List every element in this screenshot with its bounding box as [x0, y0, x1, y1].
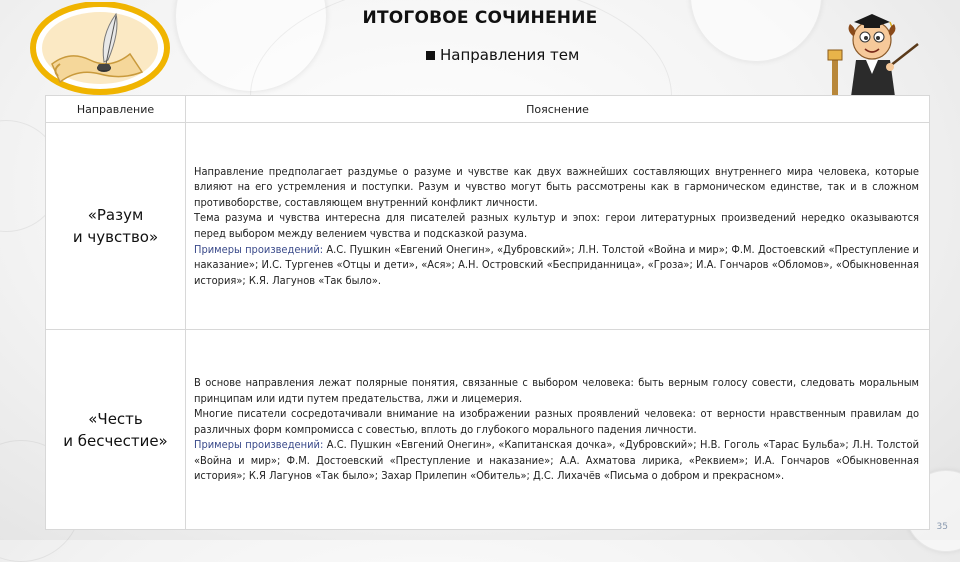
- explanation-paragraph: Многие писатели сосредотачивали внимание на изображении разных проявлений человека: от верности нравственным правилам до различных форм компромисса с совестью, вплоть до глубокого морального падения личности.: [194, 407, 919, 436]
- square-bullet-icon: [426, 51, 435, 60]
- section-subtitle-text: Направления тем: [440, 46, 580, 64]
- column-header-direction: Направление: [46, 96, 186, 123]
- examples-paragraph: [194, 437, 919, 484]
- examples-label: Примеры произведений:: [194, 438, 324, 452]
- topics-table: [45, 95, 930, 530]
- column-header-explanation: Пояснение: [186, 96, 930, 123]
- section-subtitle: [426, 46, 579, 64]
- page-number: 35: [936, 522, 948, 532]
- direction-cell: [46, 123, 186, 330]
- explanation-paragraph: Тема разума и чувства интересна для писателей разных культур и эпох: герои литературных произведений нередко оказываются перед выбором между велением чувства и подсказкой разума.: [194, 211, 919, 240]
- explanation-cell: [186, 330, 930, 530]
- explanation-cell: [186, 123, 930, 330]
- explanation-paragraph: В основе направления лежат полярные понятия, связанные с выбором человека: быть верным голосу совести, следовать моральным принципам или идти путем предательства, лжи и лицемерия.: [194, 375, 919, 405]
- table-row: [46, 123, 930, 330]
- direction-title-line: и чувство»: [72, 228, 159, 246]
- examples-label: Примеры произведений:: [194, 242, 324, 256]
- examples-text: А.С. Пушкин «Евгений Онегин», «Дубровский»; Л.Н. Толстой «Война и мир»; Ф.М. Достоевский «Преступление и наказание»; И.С. Тургенев «Отцы и дети», «Ася»; А.Н. Островский «Бесприданница», «Гроза»; И.А. Гончаров «Обломов», «Обыкновенная история»; К.Я. Лагунов «Так было».: [194, 242, 919, 287]
- direction-title-line: «Честь: [88, 409, 143, 428]
- examples-paragraph: [194, 242, 919, 289]
- direction-title-line: и бесчестие»: [63, 431, 168, 450]
- table-header-row: [46, 96, 930, 123]
- direction-title-line: «Разум: [87, 206, 144, 224]
- direction-cell: [46, 330, 186, 530]
- table-row: [46, 330, 930, 530]
- explanation-paragraph: Направление предполагает раздумье о разуме и чувстве как двух важнейших составляющих внутреннего мира человека, которые влияют на его устремления и поступки. Разум и чувство могут быть рассмотрены как в гармоническом единстве, так и в сложном противоборстве, составляющем внутренний конфликт личности.: [194, 164, 919, 209]
- examples-text: А.С. Пушкин «Евгений Онегин», «Капитанская дочка», «Дубровский»; Н.В. Гоголь «Тарас Бульба»; Л.Н. Толстой «Война и мир»; Ф.М. Достоевский «Преступление и наказание»; А.А. Ахматова лирика, «Реквием»; И.А. Гончаров «Обыкновенная история»; К.Я Лагунов «Так было»; Захар Прилепин «Обитель»; Д.С. Лихачёв «Письма о добром и прекрасном».: [194, 438, 919, 483]
- page-title: ИТОГОВОЕ СОЧИНЕНИЕ: [362, 8, 598, 28]
